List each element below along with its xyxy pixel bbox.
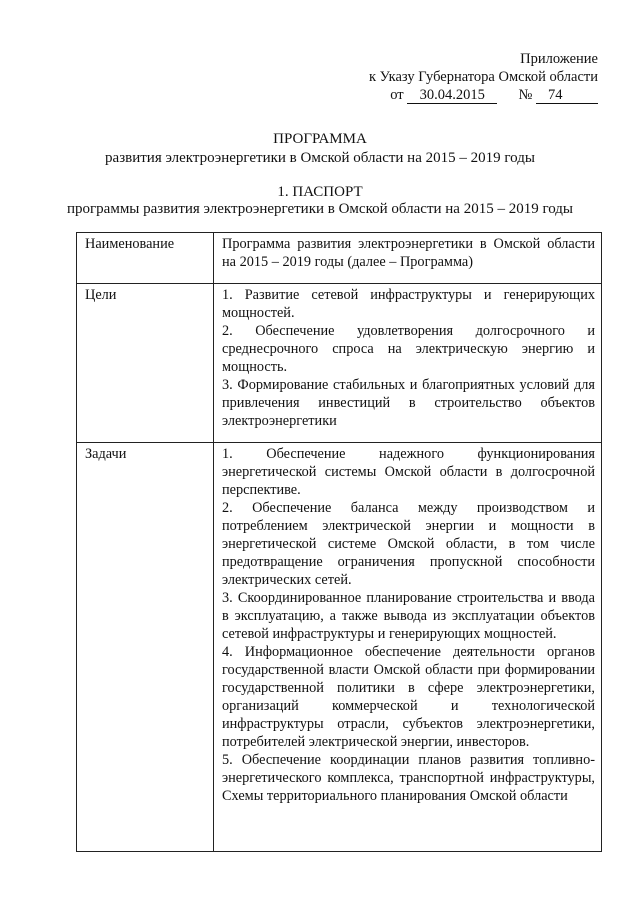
task-item: 3. Скоординированное планирование строительства и ввода в эксплуатацию, а также вывода из эксплуатации объектов сетевой инфраструктуры и генерирующих мощностей. [222,590,595,642]
table-row [77,233,602,284]
decree-number: 74 [536,88,598,104]
decree-date: 30.04.2015 [407,88,497,104]
number-prefix: № [518,87,533,103]
row-label: Задачи [77,443,214,852]
row-value [214,443,602,852]
passport-table [76,232,602,852]
table-row [77,443,602,852]
goal-item: 3. Формирование стабильных и благоприятных условий для привлечения инвестиций в строительство объектов электроэнергетики [222,377,595,429]
goal-item: 2. Обеспечение удовлетворения долгосрочного и среднесрочного спроса на электрическую энергию и мощность. [222,323,595,375]
row-label: Наименование [77,233,214,284]
task-item: 5. Обеспечение координации планов развития топливно-энергетического комплекса, транспортной инфраструктуры, Схемы территориального планирования Омской области [222,752,595,804]
task-item: 4. Информационное обеспечение деятельности органов государственной власти Омской области при формировании государственной политики в сфере электроэнергетики, организаций коммерческой и технологической инфраструктуры отрасли, субъектов электроэнергетики, потребителей электрической энергии, инвесторов. [222,644,595,750]
appendix-title: Приложение [520,51,598,67]
row-value [214,233,602,284]
goal-item: 1. Развитие сетевой инфраструктуры и генерирующих мощностей. [222,287,595,321]
table-row [77,284,602,443]
section-title: 1. ПАСПОРТ [277,184,363,200]
appendix-header [298,50,598,104]
task-item: 2. Обеспечение баланса между производством и потреблением электрической энергии и мощности в энергетической системе Омской области, в том числе предотвращение ограничения пропускной способности электрических сетей. [222,500,595,588]
appendix-date-number [298,86,598,104]
task-item: 1. Обеспечение надежного функционирования энергетической системы Омской области в долгосрочной перспективе. [222,446,595,498]
row-label: Цели [77,284,214,443]
row-paragraph: Программа развития электроэнергетики в Омской области на 2015 – 2019 годы (далее – Программа) [222,236,595,270]
date-prefix: от [390,87,404,103]
program-subtitle: развития электроэнергетики в Омской области на 2015 – 2019 годы [105,150,535,166]
appendix-decree-ref: к Указу Губернатора Омской области [368,69,598,85]
program-title: ПРОГРАММА [273,131,367,147]
section-subtitle: программы развития электроэнергетики в Омской области на 2015 – 2019 годы [66,201,574,217]
row-value [214,284,602,443]
